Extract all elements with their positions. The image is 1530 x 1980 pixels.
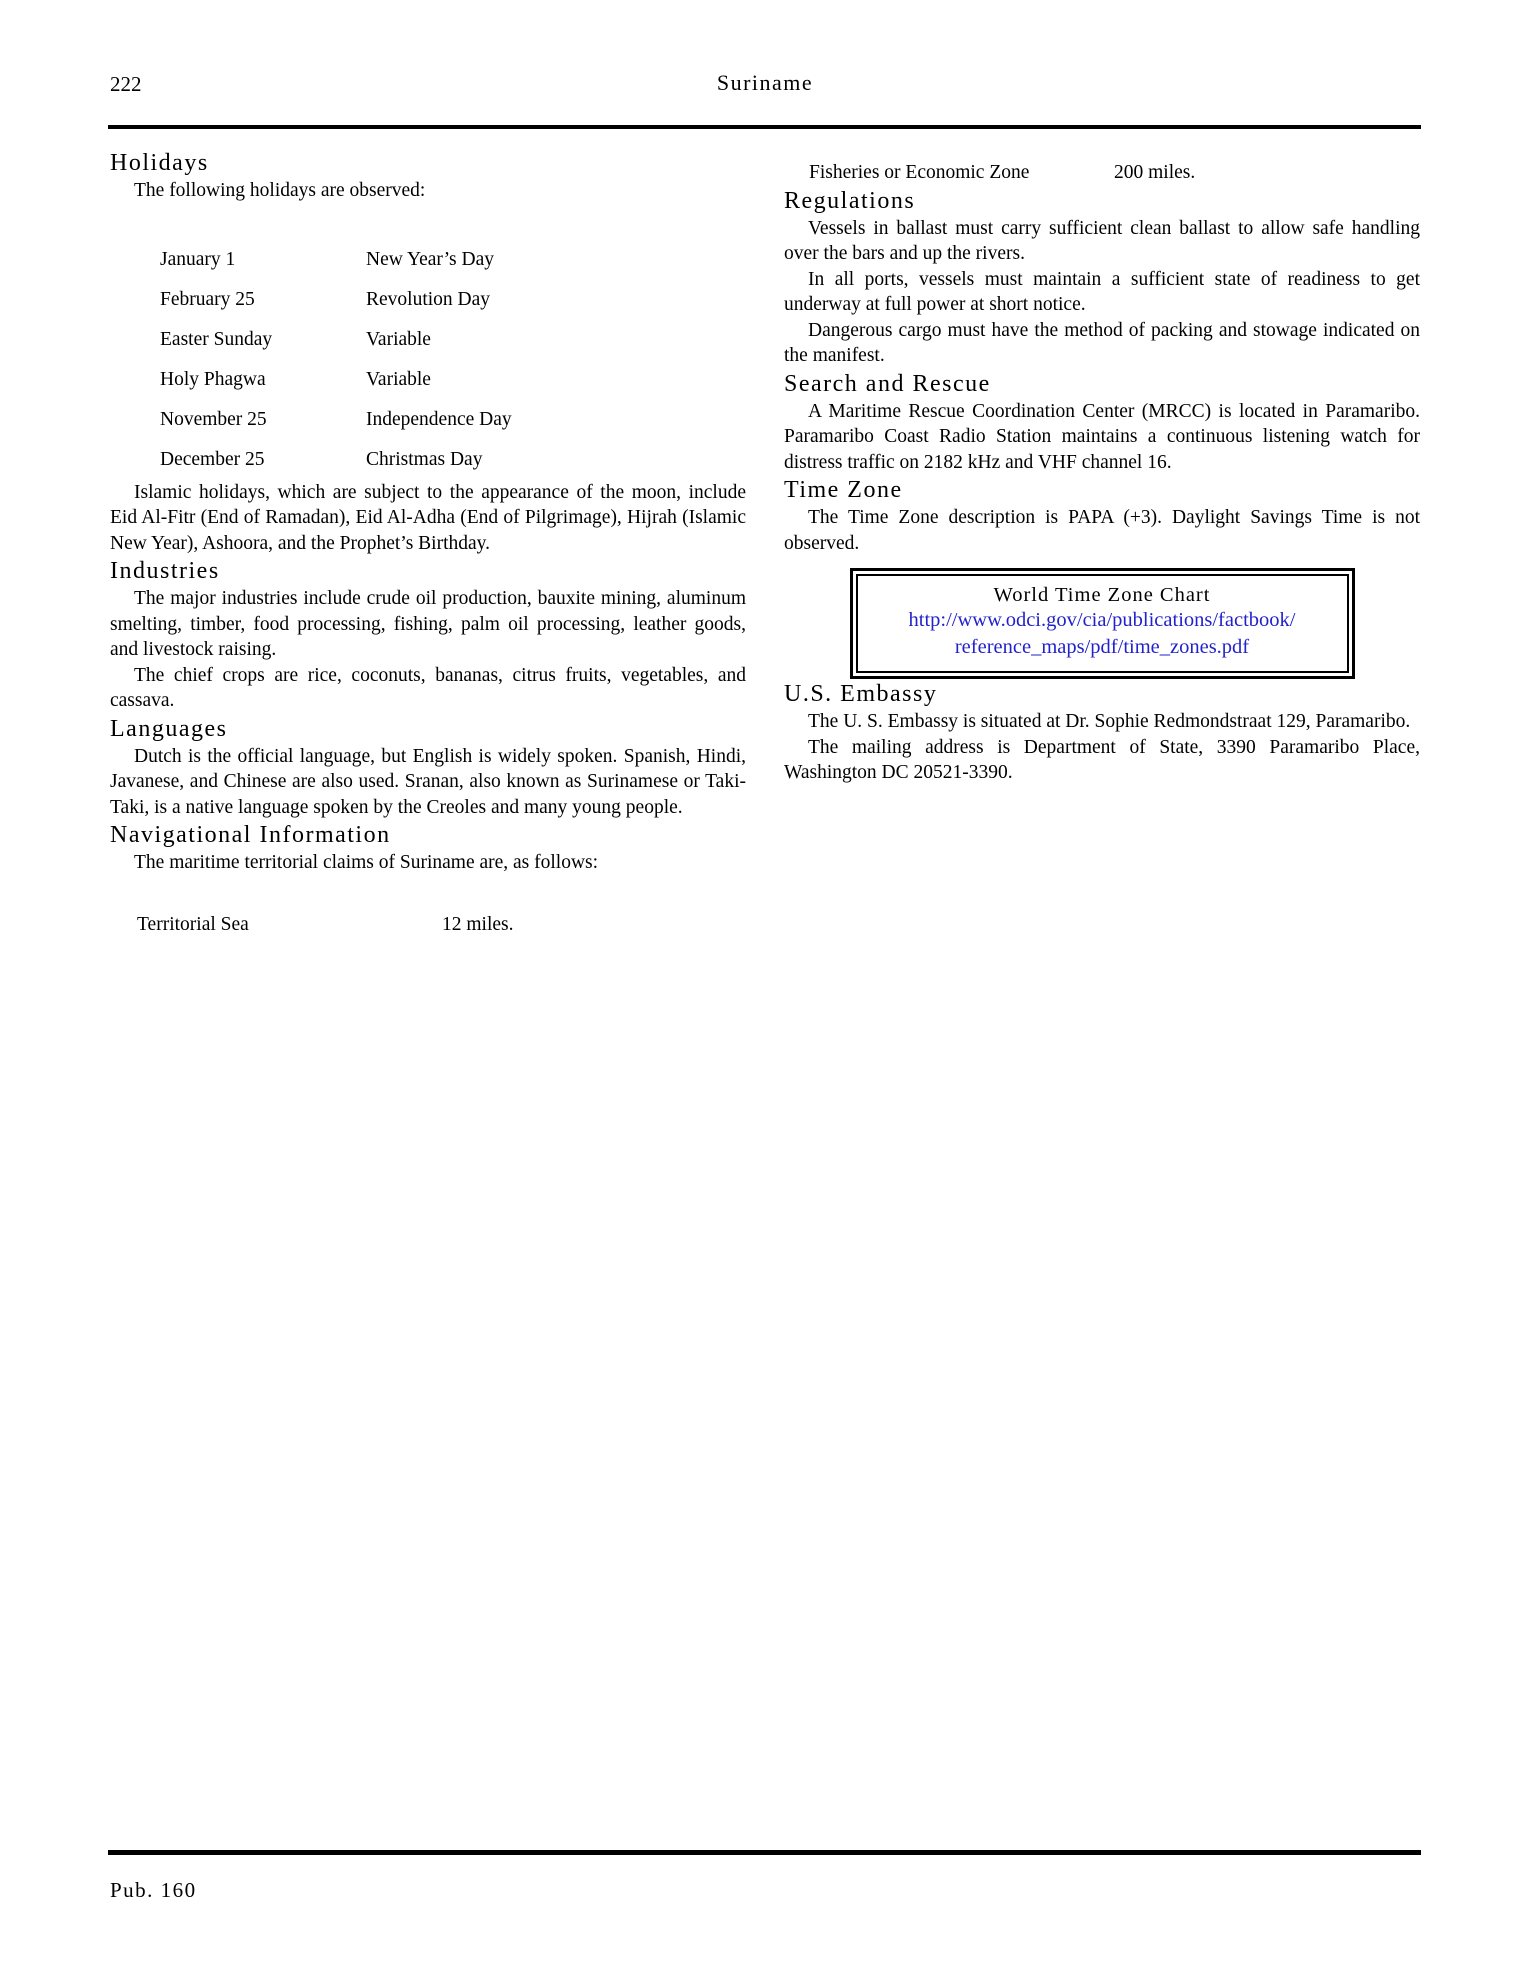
holiday-desc: Revolution Day <box>366 288 491 310</box>
time-zone-chart-box-inner <box>856 574 1349 673</box>
holidays-intro: The following holidays are observed: <box>134 180 426 201</box>
navinfo-intro: The maritime territorial claims of Suriname are, as follows: <box>134 852 599 873</box>
right-column <box>784 148 1420 786</box>
regulations-paragraph: Dangerous cargo must have the method of packing and stowage indicated on the manifest. <box>784 319 1420 366</box>
header-rule <box>108 125 1421 129</box>
holiday-date: January 1 <box>160 248 236 270</box>
footer-rule <box>108 1850 1421 1855</box>
section-heading-holidays: Holidays <box>110 150 209 176</box>
time-zone-paragraph: The Time Zone description is PAPA (+3). Daylight Savings Time is not observed. <box>784 507 1420 554</box>
industries-paragraph: The chief crops are rice, coconuts, bananas, citrus fruits, vegetables, and cassava. <box>110 664 746 711</box>
claim-name: Territorial Sea <box>137 913 249 935</box>
left-column <box>110 148 746 937</box>
section-heading-regulations: Regulations <box>784 187 916 214</box>
time-zone-chart-box <box>850 568 1355 679</box>
section-heading-languages: Languages <box>110 715 228 742</box>
time-zone-chart-link[interactable]: http://www.odci.gov/cia/publications/factbook/ <box>908 609 1296 631</box>
holiday-date: Holy Phagwa <box>160 368 266 390</box>
time-zone-chart-title: World Time Zone Chart <box>993 584 1211 606</box>
holiday-desc: Variable <box>366 368 431 390</box>
page-number: 222 <box>110 72 142 96</box>
regulations-paragraph: Vessels in ballast must carry sufficient clean ballast to allow safe handling over the bars and up the rivers. <box>784 217 1420 264</box>
holiday-row <box>160 320 746 360</box>
us-embassy-paragraph: The U. S. Embassy is situated at Dr. Sophie Redmondstraat 129, Paramaribo. <box>808 711 1411 732</box>
languages-paragraph: Dutch is the official language, but English is widely spoken. Spanish, Hindi, Javanese, and Chinese are also used. Sranan, also known as Surinamese or Taki-Taki, is a native language spoken by the Creoles and many young people. <box>110 745 746 818</box>
section-heading-industries: Industries <box>110 558 220 584</box>
holiday-desc: Independence Day <box>366 408 512 430</box>
section-heading-us-embassy: U.S. Embassy <box>784 681 938 707</box>
holiday-row <box>160 400 746 440</box>
holiday-desc: Christmas Day <box>366 448 483 470</box>
claim-value: 200 miles. <box>1114 162 1196 183</box>
search-and-rescue-paragraph: A Maritime Rescue Coordination Center (MRCC) is located in Paramaribo. Paramaribo Coast Radio Station maintains a continuous listening watch for distress traffic on 2182 kHz and VHF channel 16. <box>784 400 1420 473</box>
section-heading-navigational-information: Navigational Information <box>110 822 391 848</box>
claim-name: Fisheries or Economic Zone <box>809 162 1030 183</box>
holiday-date: Easter Sunday <box>160 328 273 350</box>
holiday-row <box>160 240 746 280</box>
holiday-date: December 25 <box>160 448 265 470</box>
holiday-desc: New Year’s Day <box>366 248 494 270</box>
us-embassy-paragraph: The mailing address is Department of State, 3390 Paramaribo Place, Washington DC 20521-3390. <box>784 736 1420 783</box>
maritime-claim-row <box>137 912 746 938</box>
holidays-note: Islamic holidays, which are subject to the appearance of the moon, include Eid Al-Fitr (End of Ramadan), Eid Al-Adha (End of Pilgrimage), Hijrah (Islamic New Year), Ashoora, and the Prophet’s Birthday. <box>110 481 746 554</box>
holidays-table <box>160 240 746 480</box>
holiday-row <box>160 440 746 480</box>
section-heading-search-and-rescue: Search and Rescue <box>784 370 991 397</box>
holiday-row <box>160 280 746 320</box>
maritime-claim-row <box>809 160 1420 186</box>
holiday-date: February 25 <box>160 288 255 310</box>
claim-value: 12 miles. <box>442 913 514 935</box>
page-title: Suriname <box>716 70 814 95</box>
industries-paragraph: The major industries include crude oil production, bauxite mining, aluminum smelting, timber, food processing, fishing, palm oil processing, leather goods, and livestock raising. <box>110 588 746 660</box>
time-zone-chart-link[interactable]: reference_maps/pdf/time_zones.pdf <box>954 636 1250 658</box>
section-heading-time-zone: Time Zone <box>784 477 903 503</box>
holiday-date: November 25 <box>160 408 267 430</box>
publication-label: Pub. 160 <box>110 1878 197 1902</box>
holiday-desc: Variable <box>366 328 431 350</box>
regulations-paragraph: In all ports, vessels must maintain a sufficient state of readiness to get underway at full power at short notice. <box>784 268 1420 315</box>
holiday-row <box>160 360 746 400</box>
